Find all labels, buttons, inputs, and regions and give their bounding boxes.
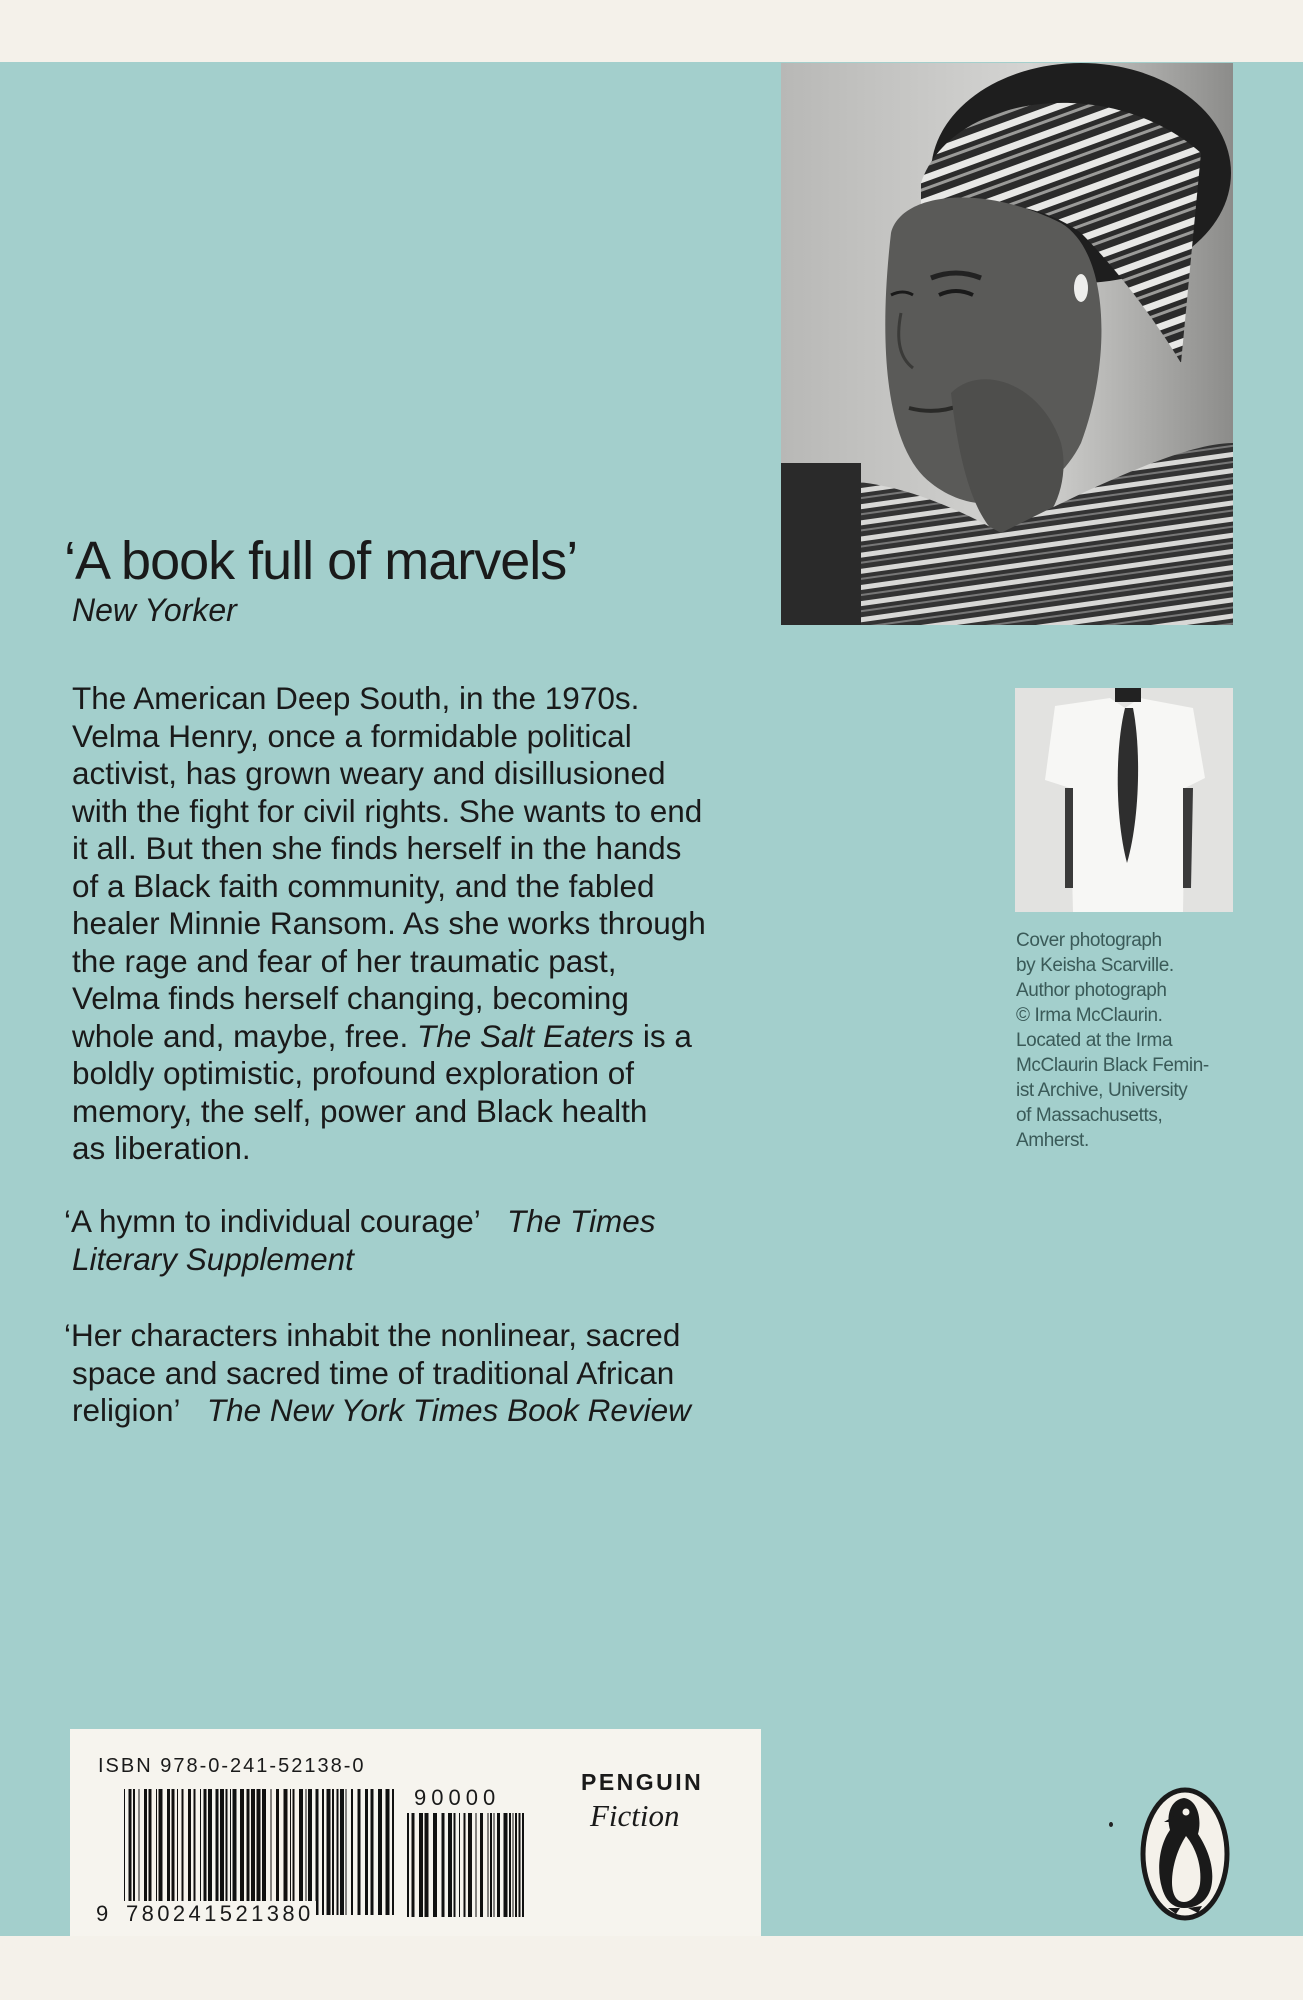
barcode-bar	[509, 1813, 511, 1917]
imprint-label: Fiction	[590, 1798, 680, 1833]
blurb-line: healer Minnie Ransom. As she works through	[72, 905, 706, 941]
barcode-bar	[257, 1789, 261, 1915]
barcode-bar	[133, 1789, 135, 1915]
quote-line	[64, 1203, 784, 1241]
barcode-bar	[504, 1813, 508, 1917]
barcode-bar	[494, 1813, 495, 1917]
ean-first-digit: 9	[96, 1901, 110, 1926]
cover-photograph-thumbnail	[1015, 688, 1233, 912]
addon-barcode	[407, 1813, 527, 1917]
barcode-bar	[454, 1813, 456, 1917]
barcode-bar	[271, 1789, 272, 1915]
barcode-bar	[129, 1789, 132, 1915]
blurb-line: with the fight for civil rights. She wants to end	[72, 792, 703, 829]
barcode-bar	[233, 1789, 237, 1915]
barcode-bar	[448, 1813, 452, 1917]
quote-line: ‘Her characters inhabit the nonlinear, sacred	[64, 1317, 681, 1353]
barcode-bar	[308, 1789, 312, 1915]
barcode-bar	[425, 1813, 429, 1917]
barcode-bar	[247, 1789, 250, 1915]
barcode-bar	[515, 1813, 517, 1917]
barcode-bar	[276, 1789, 279, 1915]
barcode-bar	[240, 1789, 244, 1915]
barcode-bar	[226, 1789, 228, 1915]
barcode-bar	[378, 1789, 382, 1915]
barcode-bar	[476, 1813, 477, 1917]
barcode-bar	[371, 1789, 374, 1915]
barcode-bar	[419, 1813, 423, 1917]
blurb-line: the rage and fear of her traumatic past,	[72, 942, 617, 979]
blurb-line: Velma Henry, once a formidable political	[72, 717, 632, 754]
barcode-bar	[306, 1789, 307, 1915]
headline-source: New Yorker	[72, 592, 237, 628]
barcode-bar	[488, 1813, 489, 1917]
publisher-name: PENGUIN	[581, 1769, 704, 1795]
barcode-bar	[497, 1813, 500, 1917]
author-photograph	[781, 63, 1233, 625]
barcode-bar	[386, 1789, 390, 1915]
review-quote-tls	[64, 1203, 784, 1278]
blurb-line: boldly optimistic, profound exploration of	[72, 1055, 635, 1091]
barcode-bar	[522, 1813, 524, 1917]
barcode-bar	[216, 1789, 219, 1915]
barcode-bar	[433, 1813, 437, 1917]
barcode-bar	[490, 1813, 492, 1917]
headline-quote: ‘A book full of marvels’	[64, 531, 578, 591]
barcode-bar	[182, 1789, 184, 1915]
barcode-bar	[322, 1789, 324, 1915]
barcode-bar	[365, 1789, 368, 1915]
barcode-bar	[208, 1789, 212, 1915]
barcode-bar	[327, 1789, 331, 1915]
barcode-bar	[519, 1813, 521, 1917]
barcode-bar	[167, 1789, 170, 1915]
quote-source: Literary Supplement	[72, 1240, 354, 1277]
isbn-label: ISBN 978-0-241-52138-0	[98, 1755, 366, 1777]
barcode-bar	[220, 1789, 224, 1915]
quote-source: The New York Times Book Review	[206, 1392, 691, 1428]
barcode-bar	[262, 1789, 266, 1915]
credit-line: Cover photograph	[1016, 930, 1162, 951]
quote-text: ‘A hymn to individual courage’	[64, 1203, 481, 1239]
addon-digits: 90000	[414, 1785, 501, 1810]
ean-barcode	[124, 1789, 396, 1915]
barcode-bar	[290, 1789, 291, 1915]
barcode-bar	[200, 1789, 201, 1915]
barcode-bar	[188, 1789, 191, 1915]
barcode-bar	[464, 1813, 466, 1917]
blurb-line: as liberation.	[72, 1130, 251, 1166]
credit-line: McClaurin Black Femin-	[1016, 1055, 1209, 1076]
blurb-text: is a	[634, 1017, 692, 1054]
barcode-bar	[407, 1813, 409, 1917]
barcode-bar	[459, 1813, 460, 1917]
barcode-bar	[194, 1789, 196, 1915]
barcode-bar	[468, 1813, 472, 1917]
barcode-bar	[340, 1789, 344, 1915]
quote-source: The Times	[507, 1203, 656, 1239]
barcode-bar	[299, 1789, 303, 1915]
quote-line: space and sacred time of traditional African	[72, 1354, 675, 1391]
barcode-bar	[149, 1789, 152, 1915]
blurb-text: whole and, maybe, free.	[72, 1017, 417, 1054]
barcode-bar	[480, 1813, 483, 1917]
book-title: The Salt Eaters	[416, 1017, 635, 1054]
print-mark	[1109, 1822, 1113, 1827]
barcode-bar	[124, 1789, 125, 1915]
barcode-bar	[442, 1813, 445, 1917]
credit-line: Author photograph	[1016, 980, 1167, 1001]
ean-digits: 780241521380	[126, 1901, 314, 1926]
quote-line	[64, 1392, 784, 1430]
barcode-bar	[144, 1789, 147, 1915]
credit-line: by Keisha Scarville.	[1016, 955, 1174, 976]
barcode-bar	[358, 1789, 361, 1915]
barcode-bar	[337, 1789, 339, 1915]
barcode-bar	[159, 1789, 163, 1915]
barcode-bar	[412, 1813, 415, 1917]
blurb-line: The American Deep South, in the 1970s.	[72, 680, 640, 716]
barcode-bar	[316, 1789, 319, 1915]
barcode-bar	[251, 1789, 255, 1915]
credit-line: Located at the Irma	[1016, 1030, 1173, 1051]
barcode-bar	[172, 1789, 175, 1915]
barcode-bar	[513, 1813, 514, 1917]
barcode-bar	[230, 1789, 231, 1915]
barcode-bar	[351, 1789, 353, 1915]
quote-text: religion’	[72, 1392, 181, 1428]
blurb-line-with-title	[72, 1018, 772, 1056]
barcode-bar	[139, 1789, 140, 1915]
barcode-bar	[392, 1789, 394, 1915]
barcode-bar	[332, 1789, 334, 1915]
barcode-bar	[204, 1789, 207, 1915]
blurb-line: memory, the self, power and Black health	[72, 1092, 648, 1129]
credit-line: Amherst.	[1016, 1130, 1089, 1151]
penguin-logo-icon	[1140, 1786, 1230, 1922]
book-description	[72, 680, 772, 1168]
barcode-bar	[177, 1789, 178, 1915]
blurb-line: it all. But then she finds herself in the hands	[72, 830, 682, 866]
blurb-line: activist, has grown weary and disillusioned	[72, 755, 666, 791]
barcode-bar	[346, 1789, 347, 1915]
credit-line: ist Archive, University	[1016, 1080, 1188, 1101]
credit-line: © Irma McClaurin.	[1016, 1005, 1163, 1026]
barcode-bar	[156, 1789, 157, 1915]
review-quote-nytbr	[64, 1317, 784, 1430]
blurb-line: of a Black faith community, and the fabled	[72, 867, 655, 904]
credit-line: of Massachusetts,	[1016, 1105, 1163, 1126]
blurb-line: Velma finds herself changing, becoming	[72, 980, 629, 1016]
barcode-bar	[293, 1789, 295, 1915]
barcode-bar	[284, 1789, 288, 1915]
photo-credits	[1016, 928, 1246, 1153]
